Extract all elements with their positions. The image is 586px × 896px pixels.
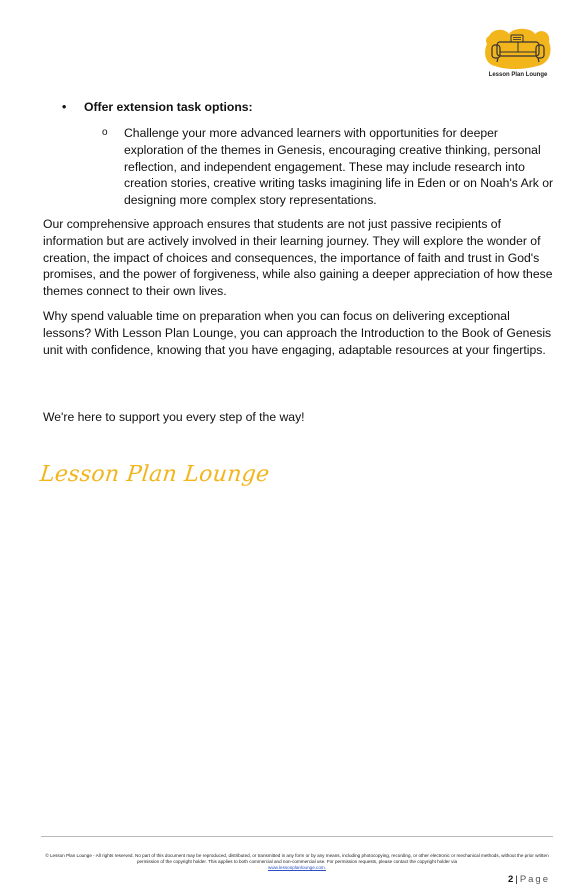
page-number-value: 2 [508, 874, 514, 885]
page-label: Page [519, 874, 550, 885]
website-link[interactable]: www.lessonplanlounge.com. [268, 865, 326, 870]
support-paragraph: We're here to support you every step of the way! [43, 410, 305, 424]
copyright-text: © Lesson Plan Lounge - All rights reserved. No part of this document may be reproduced, distributed, or transmitted in any form or by any means, including photocopying, recording, or other electronic or mechanical methods, without the prior written permission of the copyright holder. This applies to both commercial and non-commercial use. For permission requests, please contact the copyright holder via [45, 853, 549, 864]
bullet-dot: • [62, 100, 67, 114]
approach-paragraph: Our comprehensive approach ensures that students are not just passive recipients of information but are actively involved in their learning journey. They will explore the wonder of creation, the impact of choices and consequences, the importance of faith and trust in God's promises, and the power of forgiveness, while also gaining a deeper appreciation of how these themes connect to their own lives. [43, 217, 553, 299]
sofa-icon [483, 26, 553, 70]
brand-logo [483, 26, 553, 80]
footer-copyright [44, 853, 550, 871]
extension-task-sub-bullet [102, 125, 554, 209]
footer-divider [41, 836, 553, 837]
sub-bullet-text: Challenge your more advanced learners with opportunities for deeper exploration of the themes in Genesis, encouraging creative thinking, personal reflection, and independent engagement. These may include research into creation stories, creative writing tasks imagining life in Eden or on Noah's Ark or designing more complex story representations. [124, 126, 554, 208]
page-number [508, 874, 550, 885]
signature-script: Lesson Plan Lounge [38, 462, 271, 487]
bullet-label: Offer extension task options: [84, 100, 253, 114]
extension-task-bullet [62, 99, 542, 116]
preparation-paragraph: Why spend valuable time on preparation when you can focus on delivering exceptional lessons? With Lesson Plan Lounge, you can approach the Introduction to the Book of Genesis unit with confidence, knowing that you have engaging, adaptable resources at your fingertips. [43, 309, 552, 357]
logo-caption: Lesson Plan Lounge [488, 72, 548, 78]
sub-bullet-marker: o [102, 127, 108, 138]
page-separator: | [515, 874, 518, 885]
